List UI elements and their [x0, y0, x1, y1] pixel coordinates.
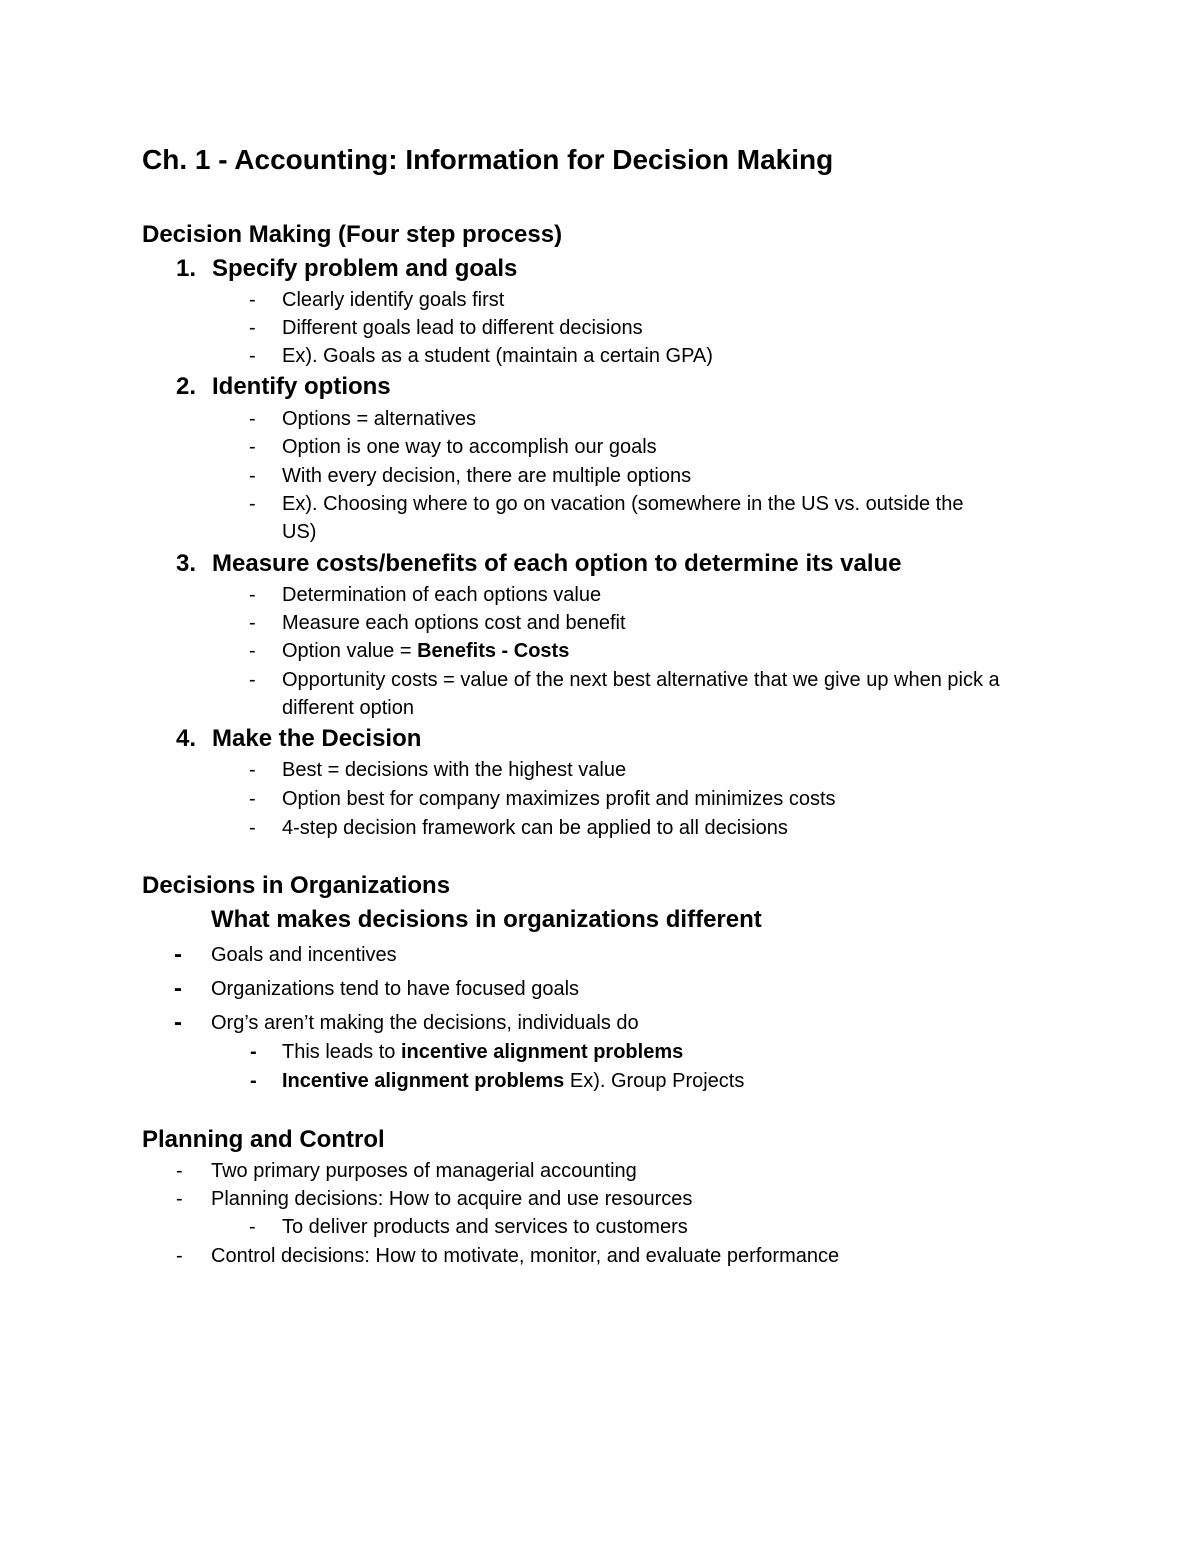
list-item: Option is one way to accomplish our goals [282, 436, 657, 458]
dash-bullet: - [249, 436, 256, 458]
step-number: 4. [176, 725, 197, 752]
list-item: Best = decisions with the highest value [282, 759, 627, 781]
dash-bullet: - [249, 317, 256, 339]
plain-text: Ex). Group Projects [564, 1070, 745, 1092]
dash-bullet: - [249, 465, 256, 487]
dash-bullet: - [249, 1216, 256, 1238]
section-heading-decisions-in-organizations: Decisions in Organizations [142, 872, 451, 899]
list-item: Organizations tend to have focused goals [211, 978, 580, 1000]
dash-bullet: - [176, 1188, 183, 1210]
section-heading-decision-making: Decision Making (Four step process) [142, 221, 563, 248]
list-item: Ex). Choosing where to go on vacation (somewhere in the US vs. outside the [282, 493, 964, 515]
dash-bullet: - [249, 345, 256, 367]
bold-term: incentive alignment problems [400, 1041, 684, 1063]
list-item: Option best for company maximizes profit and minimizes costs [282, 788, 836, 810]
dash-bullet: - [250, 1070, 257, 1092]
step-1 [176, 257, 517, 281]
step-2 [176, 375, 391, 399]
list-item: Clearly identify goals first [282, 289, 505, 311]
dash-bullet: - [249, 759, 256, 781]
list-item: Planning decisions: How to acquire and use resources [211, 1188, 693, 1210]
dash-bullet: - [249, 669, 256, 691]
dash-bullet: - [249, 788, 256, 810]
dash-bullet: - [249, 640, 256, 662]
dash-bullet: - [249, 493, 256, 515]
step-number: 3. [176, 550, 197, 577]
page-title: Ch. 1 - Accounting: Information for Decision Making [142, 144, 834, 175]
list-item: Ex). Goals as a student (maintain a certain GPA) [282, 345, 713, 367]
dash-bullet: - [176, 1160, 183, 1182]
step-label: Identify options [212, 373, 391, 400]
plain-text: This leads to [282, 1041, 401, 1063]
dash-bullet: - [176, 1245, 183, 1267]
dash-bullet: - [249, 408, 256, 430]
dash-bullet: - [174, 975, 182, 1002]
list-item: With every decision, there are multiple options [282, 465, 692, 487]
list-item: 4-step decision framework can be applied to all decisions [282, 817, 788, 839]
list-item: Org’s aren’t making the decisions, individuals do [211, 1012, 639, 1034]
list-item-continuation: US) [282, 521, 317, 543]
list-item: Opportunity costs = value of the next best alternative that we give up when pick a [282, 669, 1000, 691]
step-3 [176, 552, 902, 576]
list-item: Measure each options cost and benefit [282, 612, 626, 634]
step-number: 2. [176, 373, 197, 400]
list-item [282, 1042, 683, 1062]
bold-term: Incentive alignment problems [282, 1070, 565, 1092]
dash-bullet: - [249, 817, 256, 839]
list-item-continuation: different option [282, 697, 414, 719]
dash-bullet: - [249, 612, 256, 634]
step-label: Measure costs/benefits of each option to determine its value [212, 550, 902, 577]
dash-bullet: - [250, 1041, 257, 1063]
list-item: Goals and incentives [211, 944, 397, 966]
dash-bullet: - [249, 289, 256, 311]
list-item: Determination of each options value [282, 584, 602, 606]
step-label: Specify problem and goals [212, 255, 518, 282]
option-value-formula: Benefits - Costs [417, 640, 570, 662]
subheading: What makes decisions in organizations different [211, 906, 762, 933]
section-heading-planning-and-control: Planning and Control [142, 1126, 385, 1153]
step-number: 1. [176, 255, 197, 282]
list-item [282, 641, 569, 661]
step-label: Make the Decision [212, 725, 422, 752]
list-item [282, 1071, 744, 1091]
list-item: To deliver products and services to customers [282, 1216, 688, 1238]
list-item: Control decisions: How to motivate, monitor, and evaluate performance [211, 1245, 840, 1267]
dash-bullet: - [249, 584, 256, 606]
dash-bullet: - [174, 1009, 182, 1036]
list-item: Two primary purposes of managerial accounting [211, 1160, 637, 1182]
list-item: Options = alternatives [282, 408, 476, 430]
option-value-label: Option value = [282, 640, 418, 662]
list-item: Different goals lead to different decisions [282, 317, 643, 339]
step-4 [176, 727, 421, 751]
dash-bullet: - [174, 941, 182, 968]
